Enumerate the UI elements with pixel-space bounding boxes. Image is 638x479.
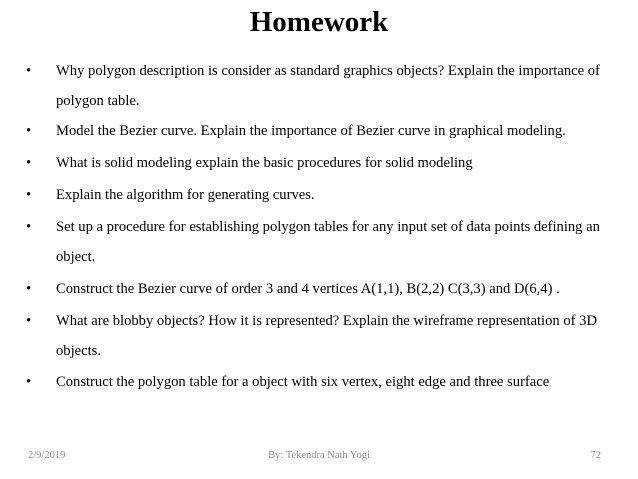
bullet-line: Construct the polygon table for a object with six vertex, eight edge and three surface: [56, 374, 550, 390]
bullet-line: Model the Bezier curve. Explain the importance of Bezier curve in graphical modeling.: [56, 123, 566, 139]
bullet-line: What are blobby objects? How it is represented? Explain the wireframe representation of 3D: [56, 313, 597, 329]
bullet-line: Construct the Bezier curve of order 3 and 4 vertices A(1,1), B(2,2) C(3,3) and D(6,4) .: [56, 281, 560, 297]
bullet-text: [56, 180, 638, 210]
footer-page-number: 72: [590, 450, 601, 461]
footer-author: By: Tekendra Nath Yogi: [268, 450, 370, 461]
slide-title: Homework: [249, 6, 389, 38]
bullet-line: Set up a procedure for establishing polygon tables for any input set of data points defining an: [56, 219, 600, 235]
bullet-marker: •: [26, 281, 32, 297]
bullet-text: [56, 274, 638, 304]
bullet-marker: •: [26, 123, 32, 139]
bullet-marker: •: [26, 219, 32, 235]
bullet-text: [56, 148, 638, 178]
bullet-text: [56, 212, 638, 272]
bullet-marker: •: [26, 313, 32, 329]
bullet-text: [56, 367, 638, 397]
bullet-marker: •: [26, 187, 32, 203]
bullet-line: What is solid modeling explain the basic procedures for solid modeling: [56, 155, 473, 171]
bullet-marker: •: [26, 155, 32, 171]
bullet-marker: •: [26, 63, 32, 79]
bullet-marker: •: [26, 374, 32, 390]
bullet-line: polygon table.: [56, 93, 140, 109]
bullet-text: [56, 116, 638, 146]
bullet-line: Explain the algorithm for generating curves.: [56, 187, 315, 203]
bullet-line: object.: [56, 249, 96, 265]
bullet-text: [56, 306, 638, 366]
bullet-line: Why polygon description is consider as standard graphics objects? Explain the importance of: [56, 63, 600, 79]
bullet-text: [56, 56, 638, 116]
footer-date: 2/9/2019: [28, 450, 66, 461]
bullet-line: objects.: [56, 343, 101, 359]
